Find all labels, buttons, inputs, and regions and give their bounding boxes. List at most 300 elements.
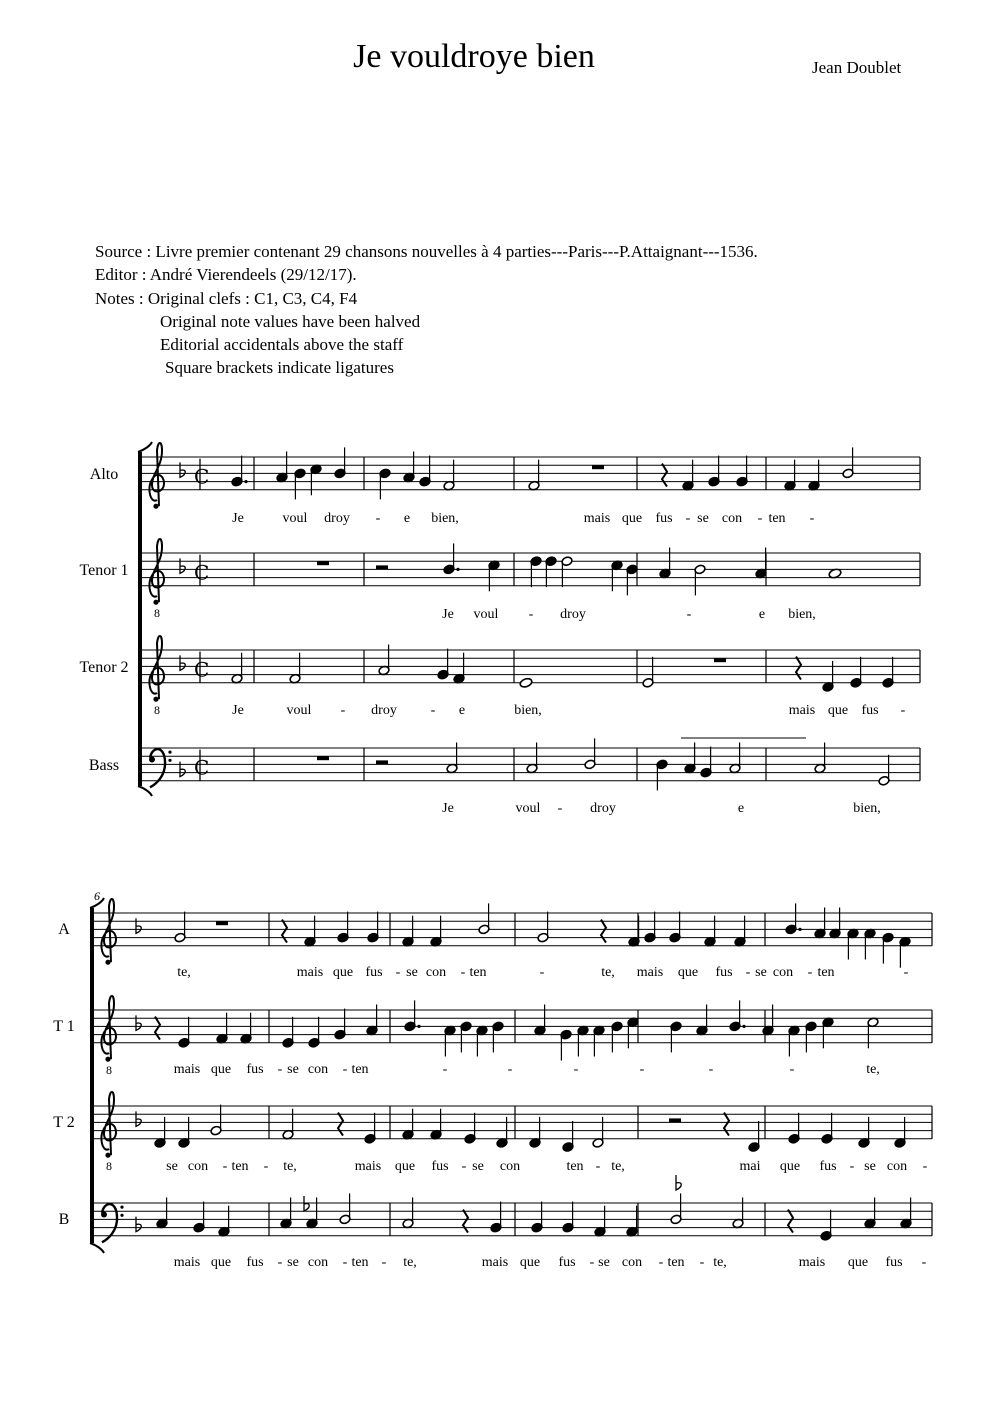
page-title: Je vouldroye bien [353, 38, 595, 75]
note [592, 1117, 604, 1148]
note [814, 908, 826, 939]
lyric-syllable: con [425, 965, 447, 980]
note [478, 903, 490, 934]
editor-line: Editor : André Vierendeels (29/12/17). [95, 265, 357, 285]
lyric-syllable: que [677, 965, 699, 980]
lyric-syllable: e [758, 607, 766, 622]
note [460, 1021, 472, 1052]
treble-clef [149, 539, 164, 620]
note [526, 743, 538, 774]
note [842, 447, 854, 478]
lyric-syllable: mais [788, 703, 816, 718]
note [696, 1005, 708, 1036]
note [403, 452, 415, 483]
note [231, 456, 248, 487]
half-rest [669, 1118, 681, 1122]
lyric-syllable: que [332, 965, 354, 980]
note [708, 456, 720, 487]
lyric-syllable: e [403, 511, 411, 526]
note [700, 747, 712, 778]
lyric-syllable: con [772, 965, 794, 980]
lyric-syllable: - [809, 511, 815, 526]
quarter-rest [662, 464, 667, 487]
lyric-syllable: mais [173, 1255, 201, 1270]
lyric-syllable: Je [232, 703, 244, 718]
lyric-syllable: - [789, 1062, 795, 1077]
note [626, 1206, 638, 1237]
cut-time: C [194, 464, 210, 489]
bass-clef-dot [168, 751, 171, 754]
note [545, 556, 557, 587]
bracket-bottom [90, 1243, 104, 1253]
treble-clef-dot [105, 960, 110, 965]
treble-clef-stroke [101, 996, 116, 1059]
note [628, 916, 640, 947]
note [530, 556, 542, 587]
lyric-syllable: con [621, 1255, 643, 1270]
note [304, 916, 316, 947]
note [231, 653, 243, 684]
lyric-syllable: se [472, 1159, 484, 1174]
dot [417, 1025, 420, 1028]
dot [456, 568, 459, 571]
part-label: T 2 [53, 1114, 75, 1131]
lyric-syllable: - [539, 965, 545, 980]
lyric-syllable: droy [371, 703, 397, 718]
lyric-syllable: se [864, 1159, 876, 1174]
note [339, 1193, 351, 1224]
lyric-syllable: bien, [788, 607, 816, 622]
note [308, 1017, 320, 1048]
part-label: Bass [88, 757, 120, 774]
treble-clef-stroke [101, 1092, 116, 1155]
note [282, 1017, 294, 1048]
octave-eight: 8 [106, 1159, 112, 1174]
part-label: Tenor 2 [79, 659, 129, 676]
bass-clef-head [149, 756, 155, 762]
note [788, 1113, 800, 1144]
accidentals-line: Editorial accidentals above the staff [160, 335, 404, 355]
note [788, 1025, 800, 1056]
lyric-syllable: - [442, 1062, 448, 1077]
whole-rest [317, 756, 329, 760]
lyric-syllable: mais [583, 511, 611, 526]
lyric-syllable: - [807, 965, 813, 980]
note [378, 645, 390, 676]
note [280, 1198, 292, 1229]
lyric-syllable: ten [768, 511, 786, 526]
lyric-syllable: fus [246, 1255, 264, 1270]
treble-clef-stroke [149, 636, 164, 699]
notehead [519, 677, 533, 688]
quarter-rest [788, 1210, 793, 1233]
bass-clef-dot [168, 759, 171, 762]
note [682, 460, 694, 491]
note [490, 1202, 502, 1233]
lyric-syllable: - [900, 703, 906, 718]
note [276, 452, 288, 483]
lyric-syllable: - [745, 965, 751, 980]
lyric-syllable: te, [283, 1159, 297, 1174]
lyric-syllable: mais [354, 1159, 382, 1174]
lyric-syllable: - [658, 1255, 664, 1270]
lyric-syllable: bien, [431, 511, 459, 526]
lyric-syllable: fus [365, 965, 383, 980]
whole-rest [592, 465, 604, 469]
treble-clef-dot [153, 600, 158, 605]
quarter-rest [338, 1113, 343, 1136]
lyric-syllable: que [519, 1255, 541, 1270]
note [476, 1025, 488, 1056]
note [894, 1117, 906, 1148]
lyric-syllable: con [721, 511, 743, 526]
lyric-syllable: mais [636, 965, 664, 980]
note [443, 543, 460, 574]
note [659, 548, 671, 579]
lyric-syllable: se [287, 1062, 299, 1077]
lyric-syllable: - [639, 1062, 645, 1077]
bass-clef [149, 749, 172, 787]
lyric-syllable: - [342, 1062, 348, 1077]
note [404, 1000, 421, 1031]
note-values-line: Original note values have been halved [160, 311, 421, 331]
flat-sign [180, 655, 185, 670]
note [642, 657, 654, 688]
note [684, 743, 696, 774]
note [882, 657, 894, 688]
note [734, 916, 746, 947]
note [593, 1025, 605, 1056]
treble-clef [101, 899, 116, 965]
lyric-syllable: fus [861, 703, 879, 718]
half-rest [376, 565, 388, 569]
note [534, 1005, 546, 1036]
lyric-syllable: - [395, 965, 401, 980]
note [402, 1109, 414, 1140]
lyric-syllable: mais [296, 965, 324, 980]
note [193, 1202, 205, 1233]
note [282, 1109, 294, 1140]
note [584, 738, 596, 769]
note [864, 1198, 876, 1229]
lyric-syllable: que [394, 1159, 416, 1174]
lyric-syllable: - [222, 1159, 228, 1174]
note [464, 1113, 476, 1144]
lyric-syllable: que [827, 703, 849, 718]
lyric-syllable: se [598, 1255, 610, 1270]
octave-eight: 8 [154, 606, 160, 621]
flat-sign [136, 1015, 141, 1030]
note [334, 447, 346, 478]
note [878, 755, 890, 786]
lyric-syllable: - [557, 801, 563, 816]
note [367, 912, 379, 943]
whole-rest [714, 658, 726, 662]
note [627, 1017, 639, 1048]
note [528, 460, 540, 491]
lyric-syllable: ten [566, 1159, 584, 1174]
note [656, 759, 668, 790]
note [402, 916, 414, 947]
lyric-syllable: voul [515, 801, 541, 816]
lyric-syllable: - [708, 1062, 714, 1077]
flat-sign [136, 918, 141, 933]
lyric-syllable: que [847, 1255, 869, 1270]
note [594, 1206, 606, 1237]
treble-clef [149, 443, 164, 509]
note [670, 1021, 682, 1052]
note [178, 1017, 190, 1048]
lyric-syllable: que [779, 1159, 801, 1174]
quarter-rest [463, 1210, 468, 1233]
lyric-syllable: fus [558, 1255, 576, 1270]
note [529, 1117, 541, 1148]
bracket-top [138, 442, 152, 452]
note [611, 1021, 623, 1052]
lyric-syllable: te, [713, 1255, 727, 1270]
lyric-syllable: - [461, 1159, 467, 1174]
lyric-syllable: - [686, 607, 692, 622]
note [210, 1105, 222, 1136]
note [174, 912, 186, 943]
bracket-bottom [138, 786, 152, 796]
note [704, 916, 716, 947]
lyric-syllable: fus [715, 965, 733, 980]
note [289, 653, 301, 684]
note [537, 912, 549, 943]
note [218, 1206, 230, 1237]
note [864, 928, 876, 959]
lyric-syllable: droy [590, 801, 616, 816]
flat-sign [304, 1196, 309, 1211]
lyric-syllable: con [886, 1159, 908, 1174]
note [240, 1013, 252, 1044]
lyric-syllable: se [166, 1159, 178, 1174]
note [729, 1000, 746, 1031]
note [670, 1193, 682, 1224]
lyric-syllable: - [699, 1255, 705, 1270]
dot [798, 928, 801, 931]
lyric-syllable: fus [431, 1159, 449, 1174]
quarter-rest [282, 920, 287, 943]
note [729, 743, 741, 774]
note [850, 657, 862, 688]
note [748, 1121, 760, 1152]
treble-clef-dot [153, 697, 158, 702]
lyric-syllable: - [595, 1159, 601, 1174]
note [443, 460, 455, 491]
measure-number: 6 [94, 889, 100, 903]
treble-clef-stroke [149, 539, 164, 602]
octave-eight: 8 [154, 703, 160, 718]
lyric-syllable: Je [442, 607, 454, 622]
lyric-syllable: droy [324, 511, 350, 526]
lyric-syllable: fus [885, 1255, 903, 1270]
flat-sign [180, 762, 185, 777]
lyric-syllable: con [499, 1159, 521, 1174]
lyric-syllable: ten [667, 1255, 685, 1270]
note [366, 1005, 378, 1036]
lyric-syllable: voul [473, 607, 499, 622]
note [784, 460, 796, 491]
lyric-syllable: se [697, 511, 709, 526]
note [488, 560, 500, 591]
lyric-syllable: se [287, 1255, 299, 1270]
note [899, 936, 911, 967]
note [294, 468, 306, 499]
note [829, 908, 841, 939]
note [337, 912, 349, 943]
lyric-syllable: voul [286, 703, 312, 718]
lyric-syllable: - [277, 1062, 283, 1077]
lyric-syllable: te, [403, 1255, 417, 1270]
lyric-syllable: mais [481, 1255, 509, 1270]
note [755, 548, 767, 579]
note [805, 1021, 817, 1052]
quarter-rest [796, 657, 801, 680]
lyric-syllable: - [903, 965, 909, 980]
note [446, 743, 458, 774]
lyric-syllable: Je [442, 801, 454, 816]
lyric-syllable: - [573, 1062, 579, 1077]
lyric-syllable: con [307, 1062, 329, 1077]
lyric-syllable: con [307, 1255, 329, 1270]
whole-rest [317, 561, 329, 565]
note [364, 1113, 376, 1144]
note [808, 460, 820, 491]
lyric-syllable: - [375, 511, 381, 526]
note [154, 1117, 166, 1148]
lyric-syllable: te, [177, 965, 191, 980]
lyric-syllable: - [849, 1159, 855, 1174]
flat-sign [136, 1217, 141, 1232]
bass-clef-stroke [150, 749, 165, 787]
note [867, 1017, 879, 1048]
note [310, 464, 322, 495]
ligatures-line: Square brackets indicate ligatures [165, 358, 394, 378]
note [858, 1117, 870, 1148]
lyric-syllable: bien, [853, 801, 881, 816]
treble-clef-stroke [101, 899, 116, 962]
flat-sign [180, 462, 185, 477]
lyric-syllable: - [381, 1255, 387, 1270]
flat-sign [180, 558, 185, 573]
note [644, 912, 656, 943]
lyric-syllable: te, [601, 965, 615, 980]
lyric-syllable: voul [282, 511, 308, 526]
bass-clef-head [101, 1211, 107, 1217]
lyric-syllable: - [277, 1255, 283, 1270]
treble-clef [149, 636, 164, 717]
treble-clef-dot [105, 1057, 110, 1062]
flat-sign [676, 1175, 681, 1190]
lyric-syllable: e [737, 801, 745, 816]
lyric-syllable: fus [655, 511, 673, 526]
lyric-syllable: - [528, 607, 534, 622]
note [531, 1202, 543, 1233]
lyric-syllable: - [430, 703, 436, 718]
octave-eight: 8 [106, 1063, 112, 1078]
note [178, 1117, 190, 1148]
note [496, 1117, 508, 1148]
note [430, 916, 442, 947]
part-label: A [58, 921, 70, 938]
note [562, 1202, 574, 1233]
lyric-syllable: fus [246, 1062, 264, 1077]
lyric-syllable: mais [798, 1255, 826, 1270]
note [732, 1198, 744, 1229]
lyric-syllable: - [589, 1255, 595, 1270]
note [379, 468, 391, 499]
lyric-syllable: con [187, 1159, 209, 1174]
lyric-syllable: que [621, 511, 643, 526]
note [156, 1198, 168, 1229]
note [577, 1025, 589, 1056]
lyric-syllable: - [460, 965, 466, 980]
lyric-syllable: ten [817, 965, 835, 980]
lyric-syllable: - [685, 511, 691, 526]
lyric-syllable: droy [560, 607, 586, 622]
lyric-syllable: - [342, 1255, 348, 1270]
note [560, 1029, 572, 1060]
note [402, 1198, 414, 1229]
lyric-syllable: e [458, 703, 466, 718]
note [626, 564, 638, 595]
note [334, 1009, 346, 1040]
note [762, 1005, 774, 1036]
flat-sign [136, 1111, 141, 1126]
note [562, 1121, 574, 1152]
note [847, 928, 859, 959]
note [306, 1198, 318, 1229]
lyric-syllable: mai [739, 1159, 761, 1174]
lyric-syllable: ten [351, 1255, 369, 1270]
note [561, 556, 573, 587]
lyric-syllable: ten [469, 965, 487, 980]
note [822, 661, 834, 692]
part-label: T 1 [53, 1018, 75, 1035]
lyric-syllable: - [263, 1159, 269, 1174]
whole-rest [216, 921, 228, 925]
treble-clef [101, 1092, 116, 1173]
lyric-syllable: - [340, 703, 346, 718]
dot [742, 1025, 745, 1028]
half-rest [376, 760, 388, 764]
note [814, 743, 826, 774]
lyric-syllable: - [921, 1255, 927, 1270]
note [822, 1017, 834, 1048]
note [694, 564, 706, 595]
part-label: Alto [89, 466, 119, 483]
note [785, 903, 802, 934]
lyric-syllable: mais [173, 1062, 201, 1077]
bass-clef [101, 1204, 124, 1242]
composer-name: Jean Doublet [812, 58, 902, 77]
part-label: Tenor 1 [79, 562, 129, 579]
treble-clef-dot [153, 504, 158, 509]
note [736, 456, 748, 487]
quarter-rest [724, 1113, 729, 1136]
note [882, 932, 894, 963]
quarter-rest [601, 920, 606, 943]
note [419, 456, 431, 487]
note [821, 1113, 833, 1144]
lyric-syllable: ten [351, 1062, 369, 1077]
note [453, 653, 465, 684]
cut-time: C [194, 560, 210, 585]
lyric-syllable: te, [866, 1062, 880, 1077]
lyric-syllable: - [507, 1062, 513, 1077]
